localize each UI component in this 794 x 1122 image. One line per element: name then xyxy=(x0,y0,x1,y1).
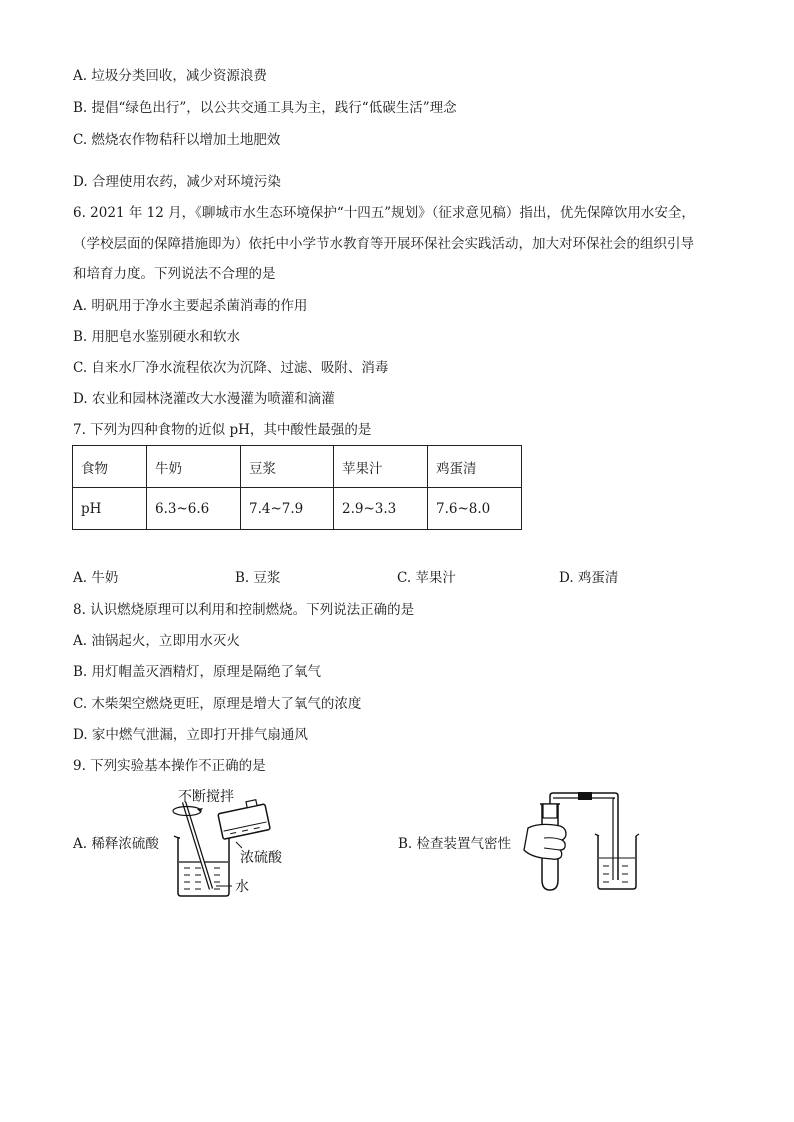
table-row xyxy=(73,446,522,488)
q5-option-b: B. 提倡“绿色出行”，以公共交通工具为主，践行“低碳生活”理念 xyxy=(73,100,457,116)
dilute-acid-figure xyxy=(162,786,312,902)
q5-option-d: D. 合理使用农药，减少对环境污染 xyxy=(73,174,281,190)
q8-option-a: A. 油锅起火，立即用水灭火 xyxy=(73,633,240,649)
q8-option-d: D. 家中燃气泄漏，立即打开排气扇通风 xyxy=(73,727,308,743)
q5-option-c: C. 燃烧农作物秸秆以增加土地肥效 xyxy=(73,132,281,148)
acid-label: 浓硫酸 xyxy=(240,850,282,866)
table-cell: 7.6~8.0 xyxy=(428,488,522,530)
q9-option-b: B. 检查装置气密性 xyxy=(398,836,512,852)
table-cell: 6.3~6.6 xyxy=(147,488,241,530)
q5-option-a: A. 垃圾分类回收，减少资源浪费 xyxy=(73,68,267,84)
q6-stem-line-2: （学校层面的保障措施即为）依托中小学节水教育等开展环保社会实践活动，加大对环保社会的组织引导 xyxy=(73,236,694,252)
q6-option-b: B. 用肥皂水鉴别硬水和软水 xyxy=(73,329,241,345)
q6-option-d: D. 农业和园林浇灌改大水漫灌为喷灌和滴灌 xyxy=(73,391,335,407)
q6-option-c: C. 自来水厂净水流程依次为沉降、过滤、吸附、消毒 xyxy=(73,360,389,376)
q9-stem: 9. 下列实验基本操作不正确的是 xyxy=(73,758,266,774)
table-cell: pH xyxy=(73,488,147,530)
q8-option-c: C. 木柴架空燃烧更旺，原理是增大了氧气的浓度 xyxy=(73,696,362,712)
water-label: 水 xyxy=(235,879,249,895)
table-cell: 7.4~7.9 xyxy=(241,488,334,530)
q9-option-a: A. 稀释浓硫酸 xyxy=(73,836,159,852)
q8-stem: 8. 认识燃烧原理可以利用和控制燃烧。下列说法正确的是 xyxy=(73,602,415,618)
table-cell: 牛奶 xyxy=(147,446,241,488)
stir-label: 不断搅拌 xyxy=(178,789,234,805)
q7-stem: 7. 下列为四种食物的近似 pH，其中酸性最强的是 xyxy=(73,422,372,438)
ph-table xyxy=(72,445,522,530)
q7-option-a: A. 牛奶 xyxy=(73,570,119,586)
q7-option-c: C. 苹果汁 xyxy=(397,570,456,586)
q7-option-b: B. 豆浆 xyxy=(235,570,281,586)
table-row xyxy=(73,488,522,530)
q8-option-b: B. 用灯帽盖灭酒精灯，原理是隔绝了氧气 xyxy=(73,664,322,680)
table-cell: 豆浆 xyxy=(241,446,334,488)
table-cell: 苹果汁 xyxy=(334,446,428,488)
table-cell: 食物 xyxy=(73,446,147,488)
q7-option-d: D. 鸡蛋清 xyxy=(559,570,619,586)
q6-stem-line-1: 6. 2021 年 12 月，《聊城市水生态环境保护“十四五”规划》（征求意见稿）指出，优先保障饮用水安全， xyxy=(73,205,695,221)
airtightness-figure xyxy=(520,792,650,896)
table-cell: 2.9~3.3 xyxy=(334,488,428,530)
q6-option-a: A. 明矾用于净水主要起杀菌消毒的作用 xyxy=(73,298,308,314)
table-cell: 鸡蛋清 xyxy=(428,446,522,488)
q6-stem-line-3: 和培育力度。下列说法不合理的是 xyxy=(73,266,276,282)
